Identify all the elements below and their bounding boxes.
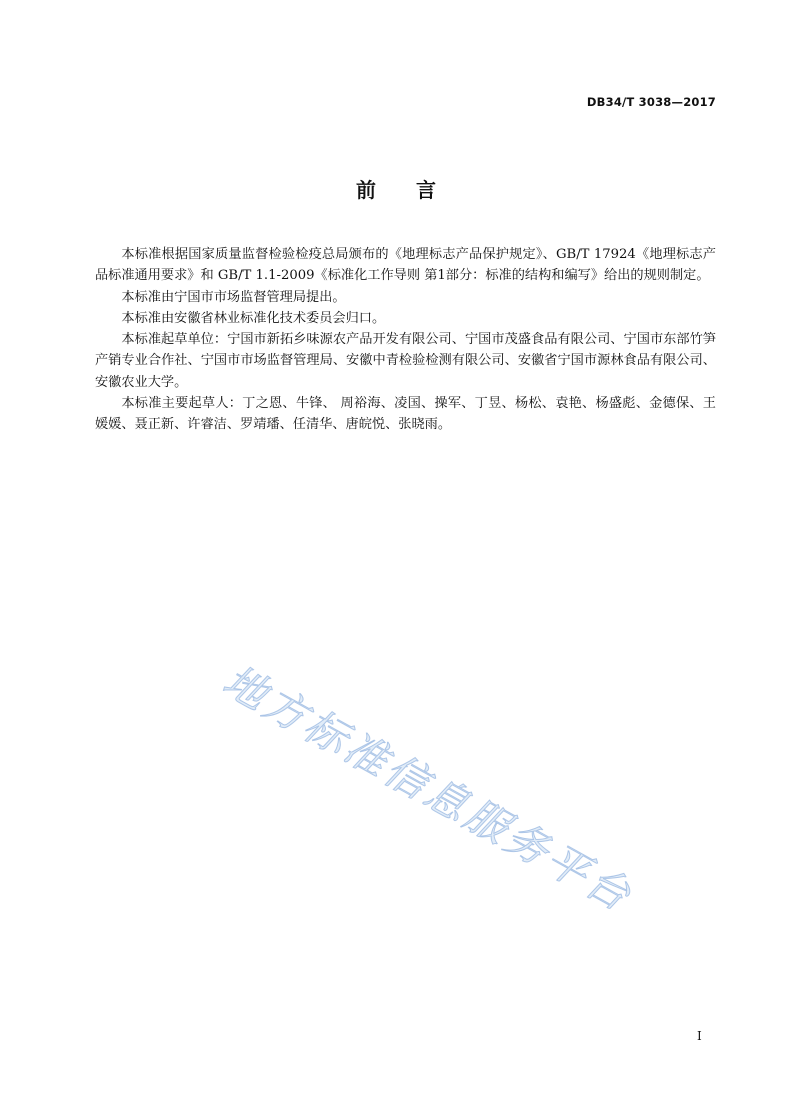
standard-code: DB34/T 3038—2017 xyxy=(586,95,716,109)
watermark: 地方标准信息服务平台 xyxy=(215,655,642,922)
paragraph-drafters: 本标准主要起草人：丁之恩、牛锋、 周裕海、凌国、操军、丁昱、杨松、袁艳、杨盛彪、金德保、王媛媛、聂正新、许睿洁、罗靖璠、任清华、唐皖悦、张晓雨。 xyxy=(95,396,716,433)
paragraph-proposer: 本标准由宁国市市场监督管理局提出。 xyxy=(121,289,346,305)
page-title: 前 言 xyxy=(356,178,436,202)
foreword-body xyxy=(95,244,716,436)
page-number: I xyxy=(697,1029,702,1043)
paragraph-drafting-units: 本标准起草单位：宁国市新拓乡味源农产品开发有限公司、宁国市茂盛食品有限公司、宁国市东部竹笋产销专业合作社、宁国市市场监督管理局、安徽中青检验检测有限公司、安徽省宁国市源林食品有限公司、安徽农业大学。 xyxy=(95,332,716,390)
paragraph-basis: 本标准根据国家质量监督检验检疫总局颁布的《地理标志产品保护规定》、GB/T 17924《地理标志产品标准通用要求》和 GB/T 1.1-2009《标准化工作导则 第1部分：标准的结构和编写》给出的规则制定。 xyxy=(95,247,716,284)
paragraph-committee: 本标准由安徽省林业标准化技术委员会归口。 xyxy=(121,310,386,326)
